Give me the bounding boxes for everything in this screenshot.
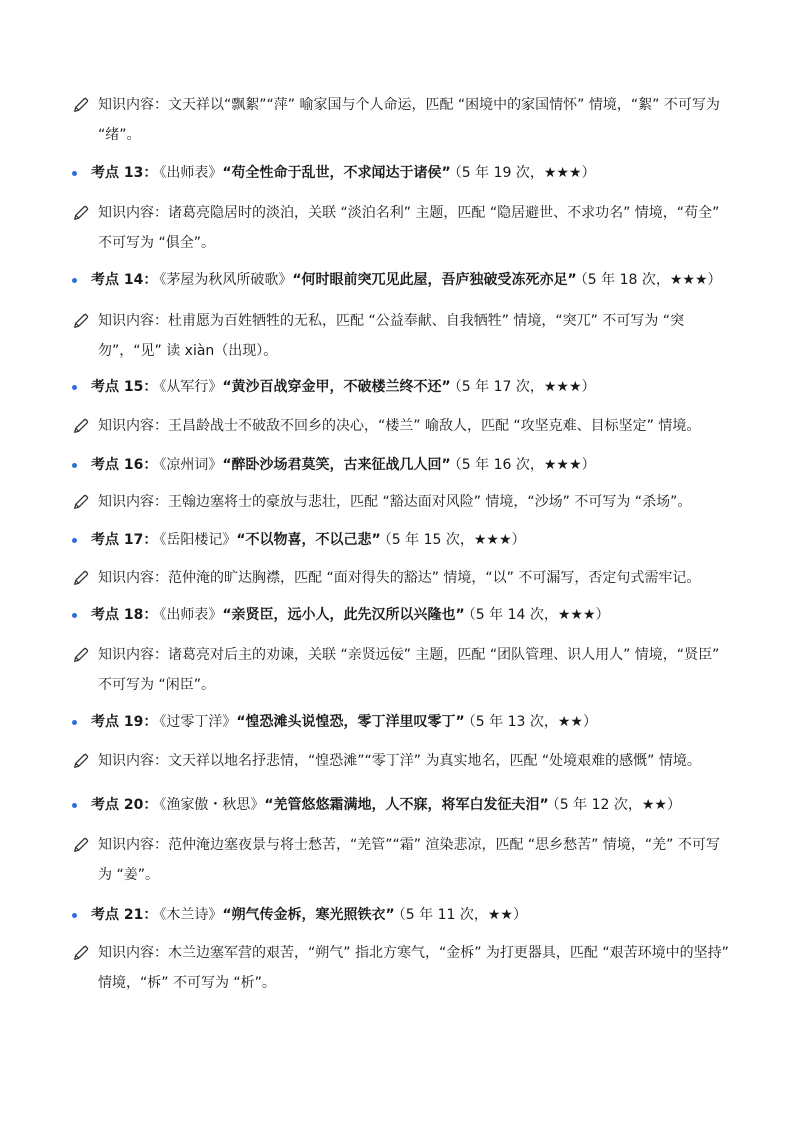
pencil-icon [72,204,90,222]
note-text: 知识内容：王昌龄战士不破敌不回乡的决心，“楼兰” 喻敌人，匹配 “攻坚克难、目标坚定” 情境。 [98,418,701,434]
bullet-dot [72,171,77,176]
note-text: 知识内容：文天祥以地名抒悲情，“惶恐滩”“零丁洋” 为真实地名，匹配 “处境艰难的感慨” 情境。 [98,753,701,769]
knowledge-note [72,640,732,700]
point-title: 《茅屋为秋风所破歌》 [159,272,293,288]
note-text: 知识内容：诸葛亮隐居时的淡泊，关联 “淡泊名利” 主题，匹配 “隐居避世、不求功名” 情境，“苟全” 不可写为 “俱全”。 [98,205,724,251]
note-text: 知识内容：杜甫愿为百姓牺牲的无私，匹配 “公益奉献、自我牺牲” 情境，“突兀” 不可写为 “突勿”，“见” 读 xiàn（出现）。 [98,313,685,359]
point-title: 《从军行》 [159,379,223,395]
point-title: 《渔家傲・秋思》 [159,797,265,813]
knowledge-note [72,938,732,998]
knowledge-note [72,90,732,150]
point-label: 考点 14： [91,272,158,288]
exam-point [72,450,732,480]
note-text: 知识内容：木兰边塞军营的艰苦，“朔气” 指北方寒气，“金柝” 为打更器具，匹配 “艰苦环境中的坚持” 情境，“柝” 不可写为 “析”。 [98,945,734,991]
knowledge-note [72,487,732,517]
point-meta: （5 年 19 次，★★★） [454,165,596,181]
point-quote: “苟全性命于乱世，不求闻达于诸侯” [222,165,451,181]
pencil-icon [72,493,90,511]
point-meta: （5 年 12 次，★★） [552,797,681,813]
point-meta: （5 年 11 次，★★） [398,907,527,923]
point-label: 考点 18： [91,607,158,623]
point-quote: “醉卧沙场君莫笑，古来征战几人回” [222,457,451,473]
point-title: 《出师表》 [159,607,223,623]
exam-point [72,265,732,295]
pencil-icon [72,836,90,854]
point-quote: “黄沙百战穿金甲，不破楼兰终不还” [222,379,451,395]
point-meta: （5 年 18 次，★★★） [580,272,722,288]
knowledge-note [72,830,732,890]
point-title: 《过零丁洋》 [159,714,237,730]
bullet-dot [72,463,77,468]
point-title: 《出师表》 [159,165,223,181]
knowledge-note [72,198,732,258]
note-text: 知识内容：范仲淹边塞夜景与将士愁苦，“羌管”“霜” 渲染悲凉，匹配 “思乡愁苦” 情境，“羌” 不可写为 “姜”。 [98,837,720,883]
bullet-dot [72,613,77,618]
exam-point [72,600,732,630]
point-title: 《木兰诗》 [159,907,223,923]
note-text: 知识内容：王翰边塞将士的豪放与悲壮，匹配 “豁达面对风险” 情境，“沙场” 不可写为 “杀场”。 [98,494,692,510]
point-quote: “何时眼前突兀见此屋，吾庐独破受冻死亦足” [292,272,577,288]
pencil-icon [72,417,90,435]
exam-point [72,372,732,402]
bullet-dot [72,913,77,918]
pencil-icon [72,752,90,770]
point-quote: “亲贤臣，远小人，此先汉所以兴隆也” [222,607,465,623]
pencil-icon [72,96,90,114]
point-label: 考点 20： [91,797,158,813]
note-text: 知识内容：范仲淹的旷达胸襟，匹配 “面对得失的豁达” 情境，“以” 不可漏写，否定句式需牢记。 [98,570,701,586]
exam-point [72,158,732,188]
knowledge-note [72,746,732,776]
point-meta: （5 年 14 次，★★★） [468,607,610,623]
exam-point [72,790,732,820]
point-title: 《凉州词》 [159,457,223,473]
exam-point [72,900,732,930]
point-meta: （5 年 17 次，★★★） [454,379,596,395]
pencil-icon [72,312,90,330]
point-meta: （5 年 13 次，★★） [468,714,597,730]
pencil-icon [72,646,90,664]
knowledge-note [72,411,732,441]
knowledge-note [72,563,732,593]
point-label: 考点 17： [91,532,158,548]
point-quote: “羌管悠悠霜满地，人不寐，将军白发征夫泪” [264,797,549,813]
bullet-dot [72,803,77,808]
pencil-icon [72,944,90,962]
point-label: 考点 19： [91,714,158,730]
exam-point [72,707,732,737]
point-label: 考点 13： [91,165,158,181]
point-label: 考点 21： [91,907,158,923]
pencil-icon [72,569,90,587]
point-meta: （5 年 16 次，★★★） [454,457,596,473]
exam-point [72,525,732,555]
point-quote: “不以物喜，不以己悲” [236,532,381,548]
knowledge-note [72,306,732,366]
point-quote: “惶恐滩头说惶恐，零丁洋里叹零丁” [236,714,465,730]
point-quote: “朔气传金柝，寒光照铁衣” [222,907,395,923]
point-label: 考点 15： [91,379,158,395]
point-meta: （5 年 15 次，★★★） [384,532,526,548]
note-text: 知识内容：诸葛亮对后主的劝谏，关联 “亲贤远佞” 主题，匹配 “团队管理、识人用人” 情境，“贤臣” 不可写为 “闲臣”。 [98,647,724,693]
bullet-dot [72,720,77,725]
point-title: 《岳阳楼记》 [159,532,237,548]
bullet-dot [72,538,77,543]
point-label: 考点 16： [91,457,158,473]
note-text: 知识内容：文天祥以“飘絮”“萍” 喻家国与个人命运，匹配 “困境中的家国情怀” 情境，“絮” 不可写为 “绪”。 [98,97,725,143]
bullet-dot [72,278,77,283]
bullet-dot [72,385,77,390]
